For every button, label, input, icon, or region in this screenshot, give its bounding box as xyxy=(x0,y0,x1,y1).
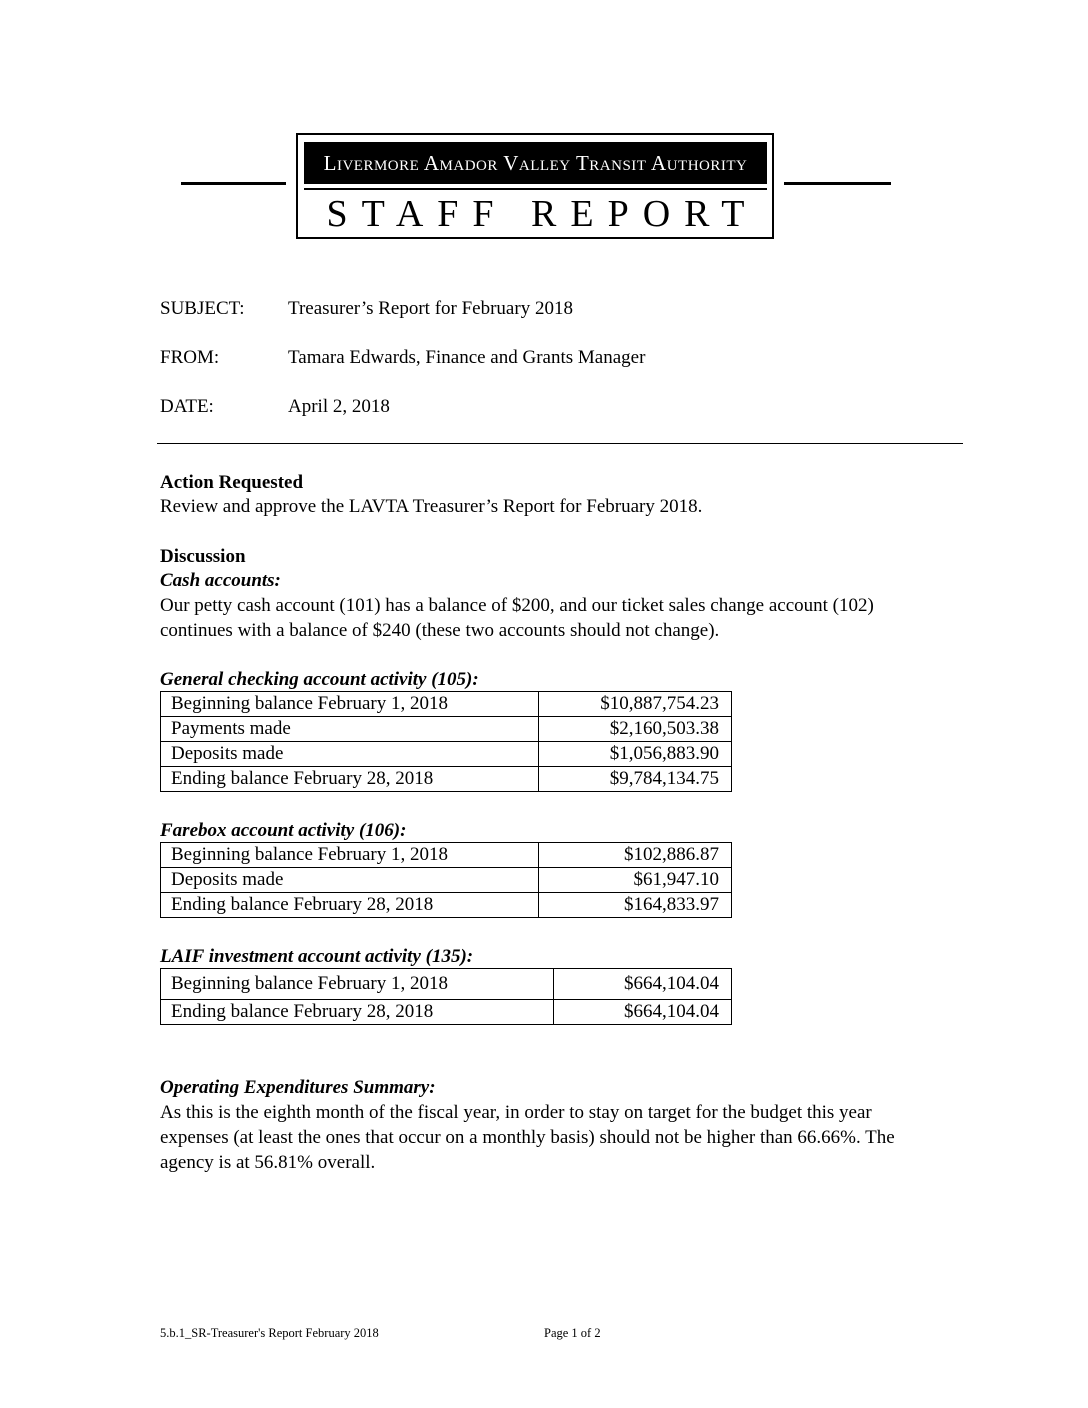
cash-accounts-text: Our petty cash account (101) has a balance of $200, and our ticket sales change account (102) continues with a balance of $240 (these two accounts should not change). xyxy=(160,595,874,641)
staff-report-logo xyxy=(0,0,1088,260)
table-row xyxy=(161,969,732,1000)
row-amount: $10,887,754.23 xyxy=(539,692,732,717)
subject-label: SUBJECT: xyxy=(160,298,245,319)
row-amount: $164,833.97 xyxy=(539,893,732,918)
general-checking-table xyxy=(160,691,732,792)
table-row xyxy=(161,692,732,717)
farebox-table xyxy=(160,842,732,918)
row-label: Deposits made xyxy=(161,742,539,767)
date-value: April 2, 2018 xyxy=(288,396,390,417)
table-row xyxy=(161,868,732,893)
row-amount: $664,104.04 xyxy=(554,1000,732,1025)
table-row xyxy=(161,717,732,742)
laif-heading: LAIF investment account activity (135): xyxy=(160,946,474,967)
subject-field xyxy=(160,298,573,320)
logo-right-rule xyxy=(784,182,891,185)
row-label: Beginning balance February 1, 2018 xyxy=(161,692,539,717)
logo-divider xyxy=(304,188,767,190)
from-field xyxy=(160,347,645,369)
row-label: Ending balance February 28, 2018 xyxy=(161,767,539,792)
row-amount: $9,784,134.75 xyxy=(539,767,732,792)
row-label: Ending balance February 28, 2018 xyxy=(161,1000,554,1025)
row-amount: $2,160,503.38 xyxy=(539,717,732,742)
table-row xyxy=(161,843,732,868)
general-checking-heading: General checking account activity (105): xyxy=(160,669,479,690)
row-label: Deposits made xyxy=(161,868,539,893)
date-field xyxy=(160,396,390,418)
subject-value: Treasurer’s Report for February 2018 xyxy=(288,298,573,319)
row-label: Beginning balance February 1, 2018 xyxy=(161,843,539,868)
table-row xyxy=(161,767,732,792)
date-label: DATE: xyxy=(160,396,214,417)
report-type-title: STAFF REPORT xyxy=(326,193,759,235)
table-row xyxy=(161,742,732,767)
row-label: Payments made xyxy=(161,717,539,742)
opex-heading: Operating Expenditures Summary: xyxy=(160,1077,436,1098)
row-amount: $102,886.87 xyxy=(539,843,732,868)
from-label: FROM: xyxy=(160,347,220,368)
row-label: Beginning balance February 1, 2018 xyxy=(161,969,554,1000)
laif-table xyxy=(160,968,732,1025)
cash-accounts-heading: Cash accounts: xyxy=(160,570,281,591)
table-row xyxy=(161,893,732,918)
org-name: Livermore Amador Valley Transit Authority xyxy=(323,150,748,175)
table-row xyxy=(161,1000,732,1025)
discussion-heading: Discussion xyxy=(160,546,246,567)
row-amount: $61,947.10 xyxy=(539,868,732,893)
footer-filename: 5.b.1_SR-Treasurer's Report February 2018 xyxy=(160,1326,379,1340)
action-heading: Action Requested xyxy=(160,472,304,493)
logo-box xyxy=(296,133,774,239)
row-label: Ending balance February 28, 2018 xyxy=(161,893,539,918)
header-divider xyxy=(157,443,963,444)
opex-text: As this is the eighth month of the fiscal year, in order to stay on target for the budget this year expenses (at least the ones that occur on a monthly basis) should not be higher than 66.66%. The agency is at 56.81% overall. xyxy=(160,1102,895,1173)
action-text: Review and approve the LAVTA Treasurer’s Report for February 2018. xyxy=(160,496,703,517)
row-amount: $1,056,883.90 xyxy=(539,742,732,767)
org-name-band xyxy=(304,142,767,184)
row-amount: $664,104.04 xyxy=(554,969,732,1000)
footer-page-number: Page 1 of 2 xyxy=(544,1326,601,1340)
farebox-heading: Farebox account activity (106): xyxy=(160,820,407,841)
logo-left-rule xyxy=(181,182,286,185)
from-value: Tamara Edwards, Finance and Grants Manager xyxy=(288,347,646,368)
